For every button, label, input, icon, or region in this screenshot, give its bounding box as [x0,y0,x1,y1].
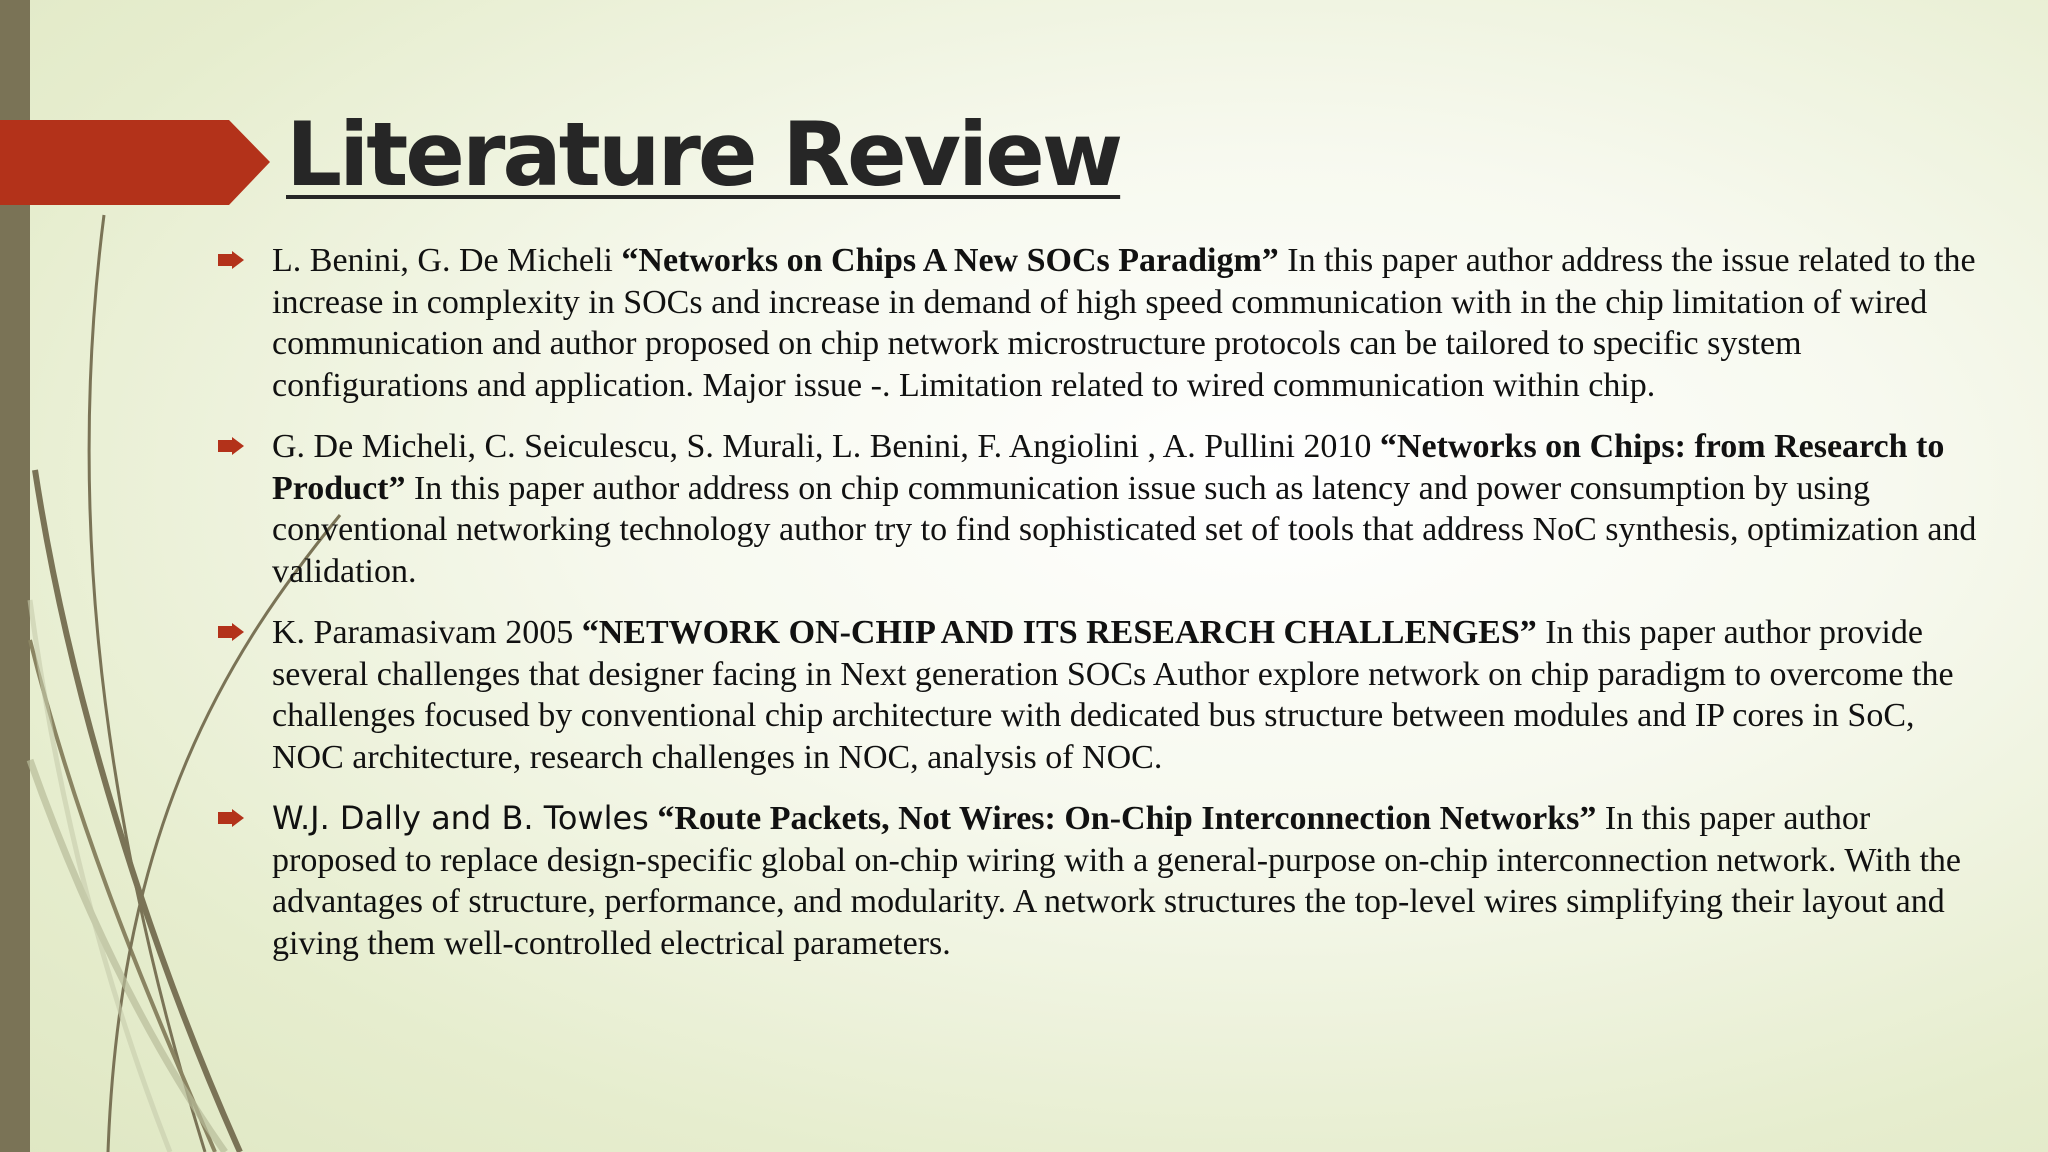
list-item [212,240,1982,406]
reference-authors: K. Paramasivam 2005 [272,614,574,651]
reference-summary: In this paper author address on chip communication issue such as latency and power consumption by using conventional networking technology author try to find sophisticated set of tools that address NoC synthesis, optimization and validation. [272,469,1977,590]
arrow-bullet-icon [218,251,244,269]
reference-summary: In this paper author proposed to replace design-specific global on-chip wiring with a general-purpose on-chip interconnection network. With the advantages of structure, performance, and modularity. A network structures the top-level wires simplifying their layout and giving them well-controlled electrical parameters. [272,800,1961,962]
arrow-bullet-icon [218,809,244,827]
reference-list [212,240,1982,984]
reference-authors: W.J. Dally and B. Towles [272,799,649,837]
slide-title: Literature Review [286,103,1121,206]
reference-authors: G. De Micheli, C. Seiculescu, S. Murali, L. Benini, F. Angiolini , A. Pullini 2010 [272,428,1372,465]
arrow-bullet-icon [218,437,244,455]
list-item [212,426,1982,592]
list-item [212,612,1982,778]
list-item [212,798,1982,964]
title-arrow-banner [0,120,270,205]
reference-title: “Networks on Chips: from Research to Product” [272,428,1945,507]
reference-summary: In this paper author address the issue related to the increase in complexity in SOCs and increase in demand of high speed communication with in the chip limitation of wired communication and author proposed on chip network microstructure protocols can be tailored to specific system configurations and application. Major issue -. Limitation related to wired communication within chip. [272,242,1976,404]
reference-title: “Networks on Chips A New SOCs Paradigm” [621,242,1279,279]
arrow-bullet-icon [218,623,244,641]
reference-title: “NETWORK ON-CHIP AND ITS RESEARCH CHALLENGES” [581,614,1537,651]
reference-authors: L. Benini, G. De Micheli [272,242,613,279]
reference-title: “Route Packets, Not Wires: On-Chip Interconnection Networks” [657,800,1597,837]
reference-summary: In this paper author provide several challenges that designer facing in Next generation SOCs Author explore network on chip paradigm to overcome the challenges focused by conventional chip architecture with dedicated bus structure between modules and IP cores in SoC, NOC architecture, research challenges in NOC, analysis of NOC. [272,614,1954,776]
